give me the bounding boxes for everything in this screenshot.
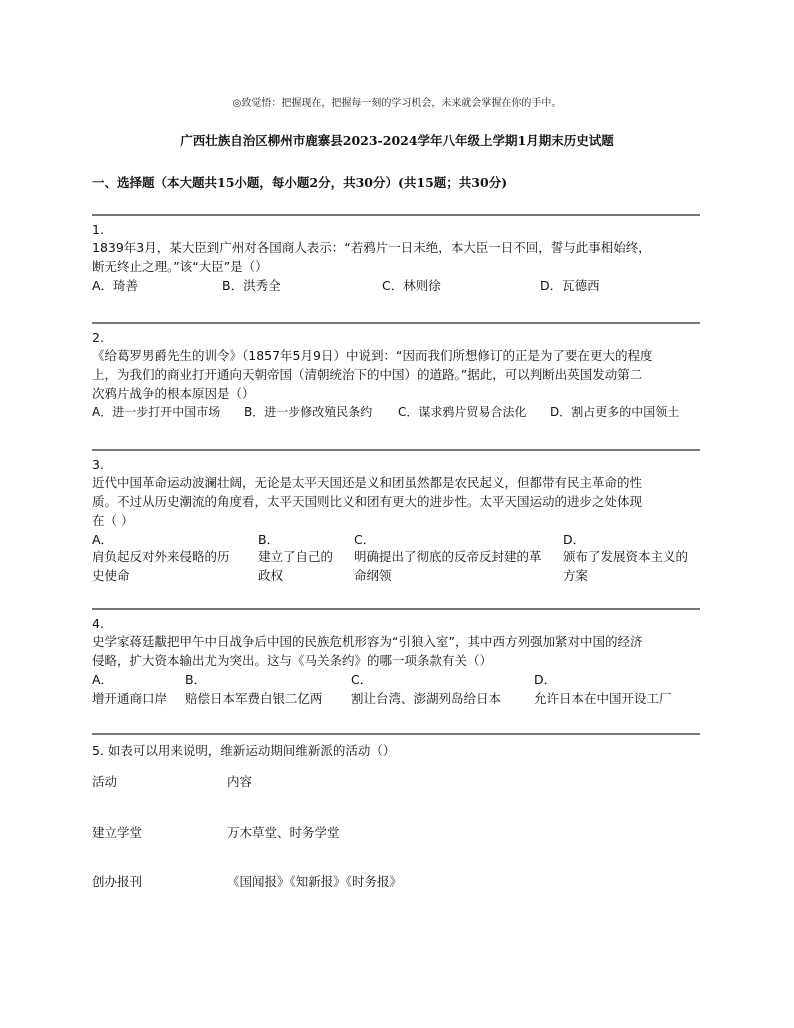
option-text: 赔偿日本军费白银二亿两 bbox=[185, 691, 323, 706]
option-letter: A． bbox=[92, 672, 114, 687]
option-text: 史使命 bbox=[92, 568, 130, 583]
option-b[interactable]: B．洪秀全 bbox=[222, 278, 281, 293]
question-5 bbox=[92, 733, 700, 760]
option-a[interactable] bbox=[92, 530, 258, 585]
question-stem: 《给葛罗男爵先生的训令》（1857年5月9日）中说到：“因而我们所想修订的正是为了要在更大的程度 bbox=[92, 348, 653, 363]
table-header-cell: 内容 bbox=[227, 774, 253, 789]
option-text: 方案 bbox=[563, 568, 589, 583]
question-stem: 断无终止之理。”该“大臣”是（） bbox=[92, 259, 268, 274]
question-1 bbox=[92, 214, 700, 295]
option-c[interactable]: C．谋求鸦片贸易合法化 bbox=[398, 405, 527, 419]
option-d[interactable]: D．瓦德西 bbox=[540, 278, 600, 293]
options-grid bbox=[92, 670, 700, 708]
option-text: 割让台湾、澎湖列岛给日本 bbox=[351, 691, 502, 706]
option-a[interactable] bbox=[92, 670, 185, 708]
options-row bbox=[92, 403, 700, 422]
table-cell: 万木草堂、时务学堂 bbox=[227, 825, 340, 840]
option-letter: D． bbox=[534, 672, 557, 687]
option-d[interactable] bbox=[534, 670, 700, 708]
question-stem: 次鸦片战争的根本原因是（） bbox=[92, 386, 255, 401]
option-text: 肩负起反对外来侵略的历 bbox=[92, 549, 230, 564]
question-stem: 近代中国革命运动波澜壮阔，无论是太平天国还是义和团虽然都是农民起义，但都带有民主革命的性 bbox=[92, 475, 643, 490]
option-c[interactable]: C．林则徐 bbox=[382, 278, 441, 293]
option-text: 增开通商口岸 bbox=[92, 691, 168, 706]
question-stem: 侵略，扩大资本输出尤为突出。这与《马关条约》的哪一项条款有关（） bbox=[92, 653, 493, 668]
option-b[interactable] bbox=[185, 670, 351, 708]
question-stem: 在（ ） bbox=[92, 513, 134, 528]
option-b[interactable]: B．进一步修改殖民条约 bbox=[244, 405, 373, 419]
question-stem: 上，为我们的商业打开通向天朝帝国（清朝统治下的中国）的道路。”据此，可以判断出英国发动第二 bbox=[92, 367, 643, 382]
question-4 bbox=[92, 608, 700, 708]
options-grid bbox=[92, 530, 700, 585]
option-c[interactable] bbox=[354, 530, 563, 585]
option-d[interactable] bbox=[563, 530, 700, 585]
table-cell: 创办报刊 bbox=[92, 874, 143, 889]
table-header-cell: 活动 bbox=[92, 774, 118, 789]
option-a[interactable]: A．进一步打开中国市场 bbox=[92, 405, 221, 419]
section-heading: 一、选择题（本大题共15小题，每小题2分，共30分）(共15题；共30分) bbox=[92, 175, 508, 190]
option-b[interactable] bbox=[258, 530, 354, 585]
option-text: 允许日本在中国开设工厂 bbox=[534, 691, 672, 706]
question-number: 4. bbox=[92, 616, 104, 631]
option-d[interactable]: D．割占更多的中国领土 bbox=[550, 405, 680, 419]
option-letter: B． bbox=[185, 672, 207, 687]
question-stem: 质。不过从历史潮流的角度看，太平天国则比义和团有更大的进步性。太平天国运动的进步之处体现 bbox=[92, 494, 643, 509]
option-text: 明确提出了彻底的反帝反封建的革 bbox=[354, 549, 542, 564]
option-text: 命纲领 bbox=[354, 568, 392, 583]
option-letter: C． bbox=[354, 532, 376, 547]
option-letter: B． bbox=[258, 532, 280, 547]
question-stem: 1839年3月，某大臣到广州对各国商人表示：“若鸦片一日未绝，本大臣一日不回，誓与此事相始终， bbox=[92, 240, 651, 255]
motto-line: ◎致觉悟：把握现在，把握每一刻的学习机会，未来就会掌握在你的手中。 bbox=[232, 98, 562, 109]
question-2 bbox=[92, 322, 700, 422]
table-cell: 建立学堂 bbox=[92, 825, 143, 840]
question-3 bbox=[92, 449, 700, 585]
option-text: 建立了自己的 bbox=[258, 549, 334, 564]
question-number: 1. bbox=[92, 222, 104, 237]
question-number: 2. bbox=[92, 330, 104, 345]
option-a[interactable]: A．琦善 bbox=[92, 278, 139, 293]
question-stem: 5. 如表可以用来说明，维新运动期间维新派的活动（） bbox=[92, 743, 396, 758]
table-cell: 《国闻报》《知新报》《时务报》 bbox=[227, 874, 403, 889]
option-c[interactable] bbox=[351, 670, 534, 708]
option-text: 政权 bbox=[258, 568, 284, 583]
question-number: 3. bbox=[92, 457, 104, 472]
exam-title: 广西壮族自治区柳州市鹿寨县2023-2024学年八年级上学期1月期末历史试题 bbox=[180, 133, 614, 148]
option-letter: C． bbox=[351, 672, 373, 687]
question-stem: 史学家蒋廷黻把甲午中日战争后中国的民族危机形容为“引狼入室”，其中西方列强加紧对中国的经济 bbox=[92, 634, 643, 649]
options-row bbox=[92, 276, 700, 295]
option-letter: A． bbox=[92, 532, 114, 547]
option-letter: D． bbox=[563, 532, 586, 547]
option-text: 颁布了发展资本主义的 bbox=[563, 549, 689, 564]
